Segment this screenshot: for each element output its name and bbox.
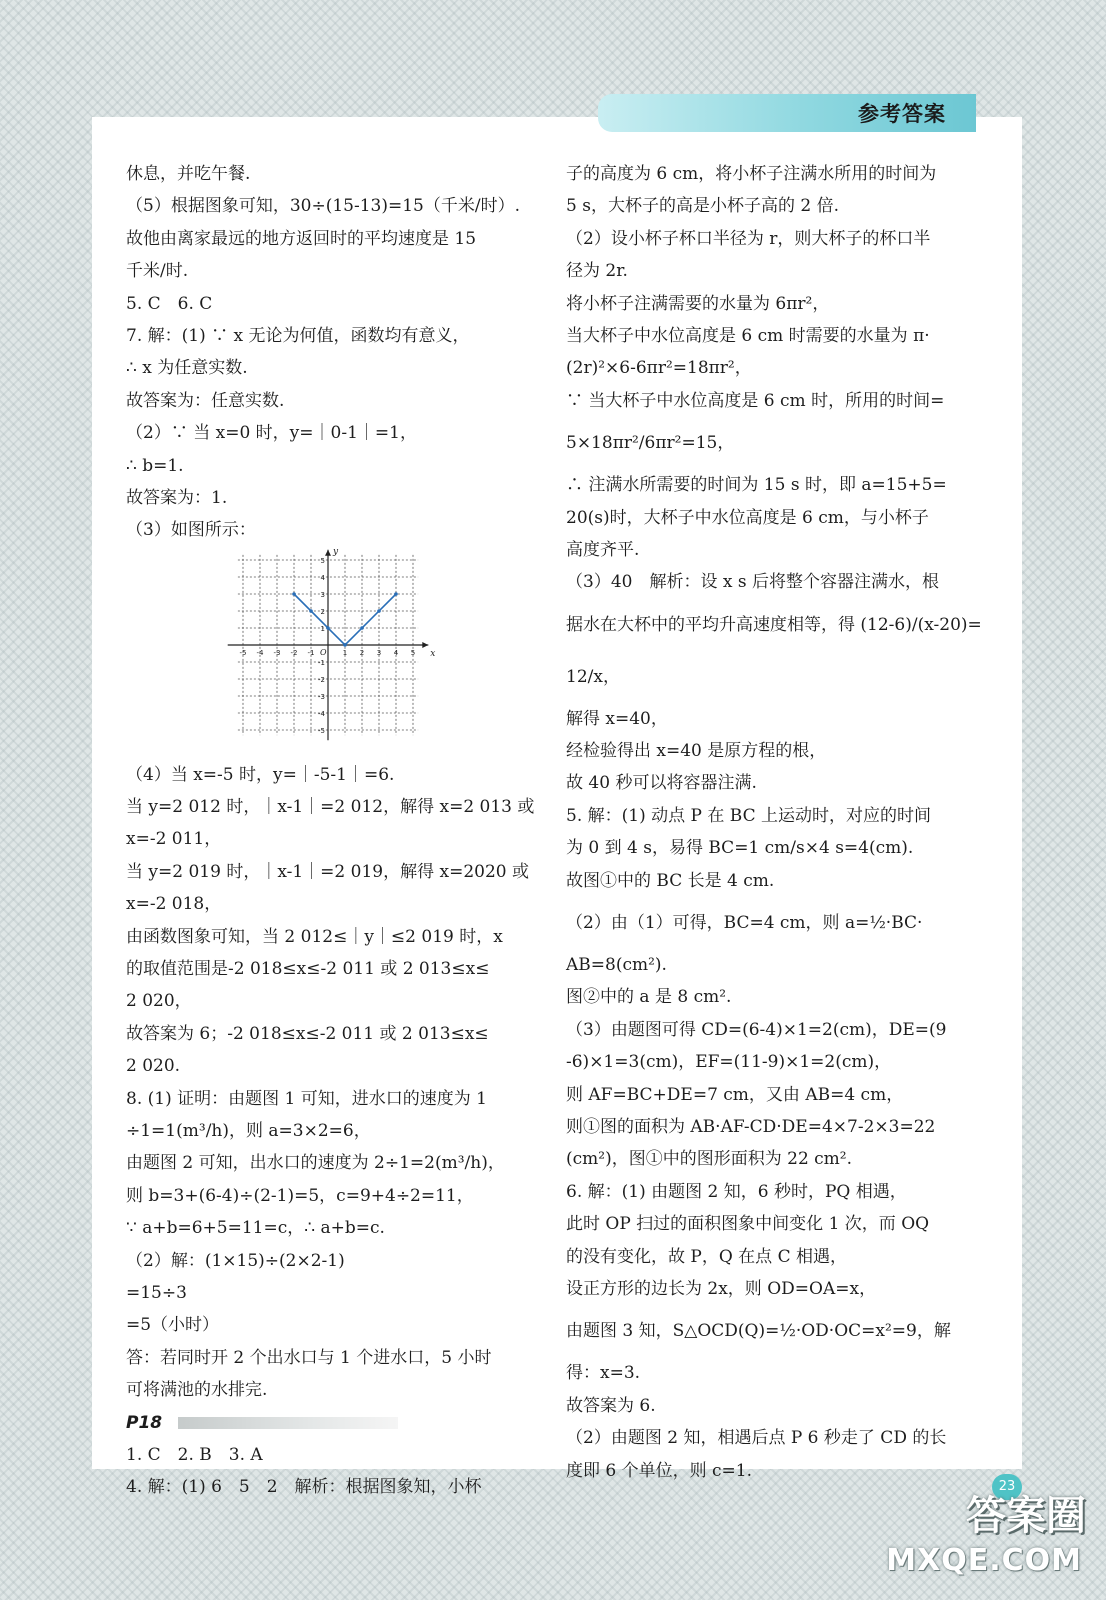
- text-line: 径为 2r.: [566, 261, 628, 282]
- text-line: 5. 解：(1) 动点 P 在 BC 上运动时，对应的时间: [566, 805, 931, 826]
- text-line: 的取值范围是-2 018≤x≤-2 011 或 2 013≤x≤: [126, 959, 490, 980]
- x-tick-label: 3: [376, 648, 382, 657]
- text-line: 故图①中的 BC 长是 4 cm.: [566, 870, 775, 891]
- text-line: 设正方形的边长为 2x，则 OD=OA=x，: [566, 1278, 877, 1299]
- x-tick-label: 5: [410, 648, 416, 657]
- text-line: 6. 解：(1) 由题图 2 知，6 秒时，PQ 相遇，: [566, 1181, 907, 1202]
- fraction-line: 据水在大杯中的平均升高速度相等，得 (12-6)/(x-20)=: [566, 614, 982, 635]
- text-line: x=-2 011，: [126, 829, 222, 850]
- text-line: ∵ 当大杯子中水位高度是 6 cm 时，所用的时间=: [566, 390, 945, 411]
- x-tick-label: -1: [307, 648, 315, 657]
- text-line: -6)×1=3(cm)，EF=(11-9)×1=2(cm)，: [566, 1052, 892, 1073]
- text-line: 则 b=3+(6-4)÷(2-1)=5，c=9+4÷2=11，: [126, 1185, 474, 1206]
- y-tick-label: -3: [318, 692, 325, 701]
- x-tick-label: -2: [290, 648, 298, 657]
- text-line: 故他由离家最远的地方返回时的平均速度是 15: [126, 228, 477, 249]
- text-line: （2）由题图 2 知，相遇后点 P 6 秒走了 CD 的长: [566, 1428, 947, 1449]
- function-point: [360, 626, 364, 630]
- text-line: 8. (1) 证明：由题图 1 可知，进水口的速度为 1: [126, 1088, 487, 1109]
- text-line: 当 y=2 012 时，｜x-1｜=2 012，解得 x=2 013 或: [126, 797, 535, 818]
- section-label: P18: [126, 1412, 163, 1433]
- text-line: （2）设小杯子杯口半径为 r，则大杯子的杯口半: [566, 228, 931, 249]
- text-line: AB=8(cm²).: [566, 955, 667, 976]
- text-line: 2 020，: [126, 991, 192, 1012]
- text-line: 图②中的 a 是 8 cm².: [566, 987, 732, 1008]
- y-tick-label: -1: [318, 658, 325, 667]
- watermark-bottom-text: MXQE.COM: [886, 1543, 1082, 1578]
- text-line: 答：若同时开 2 个出水口与 1 个进水口，5 小时: [126, 1347, 492, 1368]
- y-tick-label: 5: [320, 556, 325, 565]
- text-line: 得：x=3.: [566, 1363, 641, 1384]
- text-line: （2）∵ 当 x=0 时，y=｜0-1｜=1，: [126, 423, 417, 444]
- text-line: ∴ 注满水所需要的时间为 15 s 时，即 a=15+5=: [566, 475, 947, 496]
- text-line: 则①图的面积为 AB·AF-CD·DE=4×7-2×3=22: [566, 1116, 936, 1137]
- text-line: ∴ x 为任意实数.: [126, 358, 248, 379]
- page-number: 23: [992, 1474, 1022, 1500]
- watermark-top-text: 答案圈: [966, 1493, 1086, 1539]
- text-line: 解得 x=40，: [566, 708, 668, 729]
- function-point: [394, 592, 398, 596]
- text-line: 4. 解：(1) 6 5 2 解析：根据图象知，小杯: [126, 1477, 482, 1498]
- text-line: =15÷3: [126, 1282, 187, 1303]
- origin-label: O: [320, 647, 327, 657]
- scan-smudge: [178, 1417, 398, 1429]
- text-line: 休息，并吃午餐.: [126, 164, 251, 184]
- fraction-line: 12/x，: [566, 666, 620, 687]
- header-banner: [598, 94, 976, 132]
- right-column: [566, 158, 990, 1487]
- text-line: 此时 OP 扫过的面积图象中间变化 1 次，而 OQ: [566, 1214, 930, 1235]
- text-line: ÷1=1(m³/h)，则 a=3×2=6，: [126, 1120, 371, 1141]
- y-axis-arrow: [325, 549, 331, 555]
- text-line: 当 y=2 019 时，｜x-1｜=2 019，解得 x=2020 或: [126, 861, 529, 882]
- text-line: ∴ b=1.: [126, 455, 184, 476]
- y-tick-label: 2: [320, 607, 325, 616]
- y-tick-label: 1: [320, 624, 325, 633]
- y-tick-label: -4: [318, 709, 325, 718]
- text-line: 可将满池的水排完.: [126, 1380, 268, 1401]
- function-graph: [224, 546, 436, 753]
- text-line: 2 020.: [126, 1056, 181, 1077]
- y-tick-label: 4: [320, 573, 325, 582]
- text-line: 将小杯子注满需要的水量为 6πr²，: [566, 293, 830, 314]
- text-line: （3）40 解析：设 x s 后将整个容器注满水，根: [566, 572, 939, 593]
- function-point: [326, 626, 330, 630]
- text-line: 5 s，大杯子的高是小杯子高的 2 倍.: [566, 196, 839, 217]
- y-tick-label: 3: [320, 590, 325, 599]
- text-line: 千米/时.: [126, 261, 189, 282]
- function-point: [343, 643, 347, 647]
- text-line: 1. C 2. B 3. A: [126, 1444, 263, 1465]
- text-line: 5. C 6. C: [126, 293, 213, 314]
- x-axis-label: x: [430, 648, 436, 659]
- text-line: (2r)²×6-6πr²=18πr²，: [566, 358, 752, 379]
- x-axis-arrow: [422, 642, 428, 648]
- text-line: （4）当 x=-5 时，y=｜-5-1｜=6.: [126, 764, 395, 785]
- text-line: 故答案为 6；-2 018≤x≤-2 011 或 2 013≤x≤: [126, 1023, 489, 1044]
- x-tick-label: -4: [256, 648, 264, 657]
- text-line: x=-2 018，: [126, 894, 222, 915]
- text-line: （3）由题图可得 CD=(6-4)×1=2(cm)，DE=(9: [566, 1019, 947, 1040]
- section-heading: [126, 1407, 546, 1439]
- x-tick-label: 2: [359, 648, 365, 657]
- y-axis-label: y: [333, 546, 339, 557]
- text-line: 度即 6 个单位，则 c=1.: [566, 1460, 753, 1481]
- x-tick-label: -5: [239, 648, 247, 657]
- text-line: 20(s)时，大杯子中水位高度是 6 cm，与小杯子: [566, 507, 929, 528]
- text-line: 的没有变化，故 P，Q 在点 C 相遇，: [566, 1246, 847, 1267]
- text-line: 故答案为：任意实数.: [126, 390, 285, 411]
- text-line: 故答案为：1.: [126, 487, 228, 508]
- fraction-line: 由题图 3 知，S△OCD(Q)=½·OD·OC=x²=9，解: [566, 1321, 951, 1342]
- fraction-line: 5×18πr²/6πr²=15，: [566, 433, 735, 454]
- text-line: 当大杯子中水位高度是 6 cm 时需要的水量为 π·: [566, 325, 930, 346]
- text-line: 子的高度为 6 cm，将小杯子注满水所用的时间为: [566, 164, 937, 184]
- text-line: 则 AF=BC+DE=7 cm，又由 AB=4 cm，: [566, 1084, 904, 1105]
- text-line: 故答案为 6.: [566, 1395, 656, 1416]
- header-title: 参考答案: [858, 102, 946, 126]
- site-watermark-logo: [886, 1478, 1096, 1590]
- fraction-line: （2）由（1）可得，BC=4 cm，则 a=½·BC·: [566, 913, 923, 934]
- function-point: [309, 609, 313, 613]
- function-point: [377, 609, 381, 613]
- function-point: [292, 592, 296, 596]
- x-tick-label: 1: [342, 648, 348, 657]
- x-tick-label: -3: [273, 648, 281, 657]
- text-line: 7. 解：(1) ∵ x 无论为何值，函数均有意义，: [126, 325, 470, 346]
- text-line: 由题图 2 可知，出水口的速度为 2÷1=2(m³/h)，: [126, 1153, 505, 1174]
- text-line: （3）如图所示：: [126, 520, 256, 541]
- text-line: (cm²)，图①中的图形面积为 22 cm².: [566, 1149, 853, 1170]
- x-tick-label: 4: [393, 648, 399, 657]
- left-column: [126, 158, 546, 1504]
- y-tick-label: -2: [318, 675, 325, 684]
- text-line: （5）根据图象可知，30÷(15-13)=15（千米/时）.: [126, 196, 520, 217]
- text-line: 为 0 到 4 s，易得 BC=1 cm/s×4 s=4(cm).: [566, 838, 914, 859]
- text-line: ∵ a+b=6+5=11=c，∴ a+b=c.: [126, 1218, 385, 1239]
- function-graph-figure: [126, 547, 546, 759]
- y-tick-label: -5: [318, 726, 325, 735]
- text-line: 高度齐平.: [566, 539, 640, 560]
- text-line: 由函数图象可知，当 2 012≤｜y｜≤2 019 时，x: [126, 926, 503, 947]
- text-line: 故 40 秒可以将容器注满.: [566, 773, 757, 794]
- text-line: =5（小时）: [126, 1315, 220, 1336]
- text-line: 经检验得出 x=40 是原方程的根，: [566, 741, 827, 762]
- text-line: （2）解：(1×15)÷(2×2-1): [126, 1250, 345, 1271]
